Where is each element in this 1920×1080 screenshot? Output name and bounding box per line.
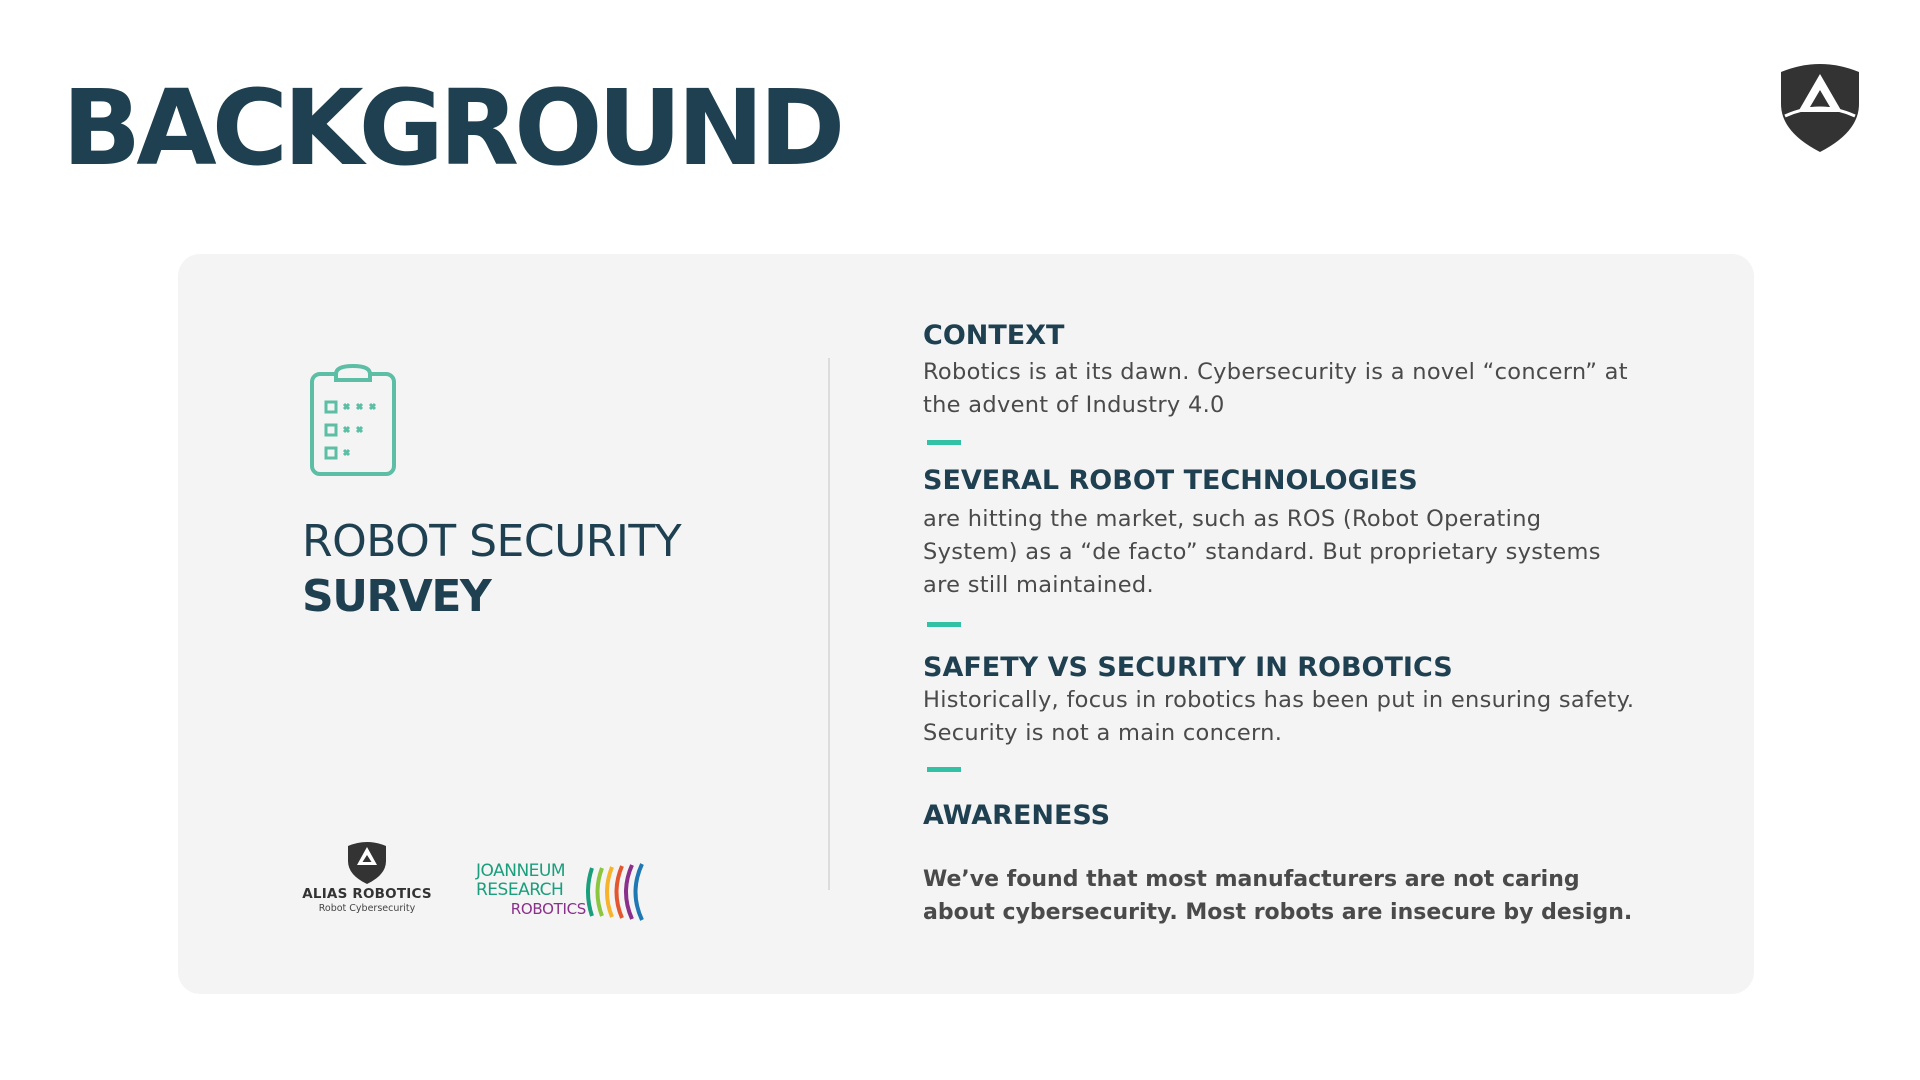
joanneum-research-logo bbox=[476, 862, 656, 924]
clipboard-checklist-icon bbox=[308, 364, 398, 478]
section-heading-safety: SAFETY VS SECURITY IN ROBOTICS bbox=[923, 652, 1453, 683]
alias-name: ALIAS ROBOTICS bbox=[302, 886, 432, 902]
section-body-awareness: We’ve found that most manufacturers are not caring about cybersecurity. Most robots are insecure by design. bbox=[923, 867, 1633, 925]
joanneum-line2: RESEARCH bbox=[476, 880, 564, 900]
joanneum-arcs-icon bbox=[584, 862, 650, 922]
section-heading-technologies: SEVERAL ROBOT TECHNOLOGIES bbox=[923, 465, 1418, 496]
alias-robotics-logo bbox=[300, 840, 434, 914]
joanneum-line1: JOANNEUM bbox=[476, 861, 566, 881]
survey-title: ROBOT SECURITY bbox=[302, 516, 682, 567]
section-heading-context: CONTEXT bbox=[923, 320, 1065, 351]
alias-tagline: Robot Cybersecurity bbox=[318, 903, 416, 914]
joanneum-line3: ROBOTICS bbox=[510, 900, 586, 918]
section-body-technologies: are hitting the market, such as ROS (Robot Operating System) as a “de facto” standard. But proprietary systems are still maintained. bbox=[923, 506, 1601, 598]
survey-subtitle: SURVEY bbox=[302, 571, 491, 622]
content-card bbox=[178, 254, 1754, 994]
section-body-safety: Historically, focus in robotics has been put in ensuring safety. Security is not a main concern. bbox=[923, 687, 1635, 746]
alias-shield-icon bbox=[346, 840, 388, 884]
section-body-context: Robotics is at its dawn. Cybersecurity is a novel “concern” at the advent of Industry 4.0 bbox=[923, 359, 1628, 418]
section-heading-awareness: AWARENESS bbox=[923, 800, 1111, 831]
page-title: BACKGROUND bbox=[62, 67, 841, 189]
accent-dash bbox=[927, 767, 961, 772]
accent-dash bbox=[927, 622, 961, 627]
vertical-divider bbox=[828, 358, 830, 890]
accent-dash bbox=[927, 440, 961, 445]
alias-robotics-shield-icon bbox=[1775, 60, 1865, 152]
